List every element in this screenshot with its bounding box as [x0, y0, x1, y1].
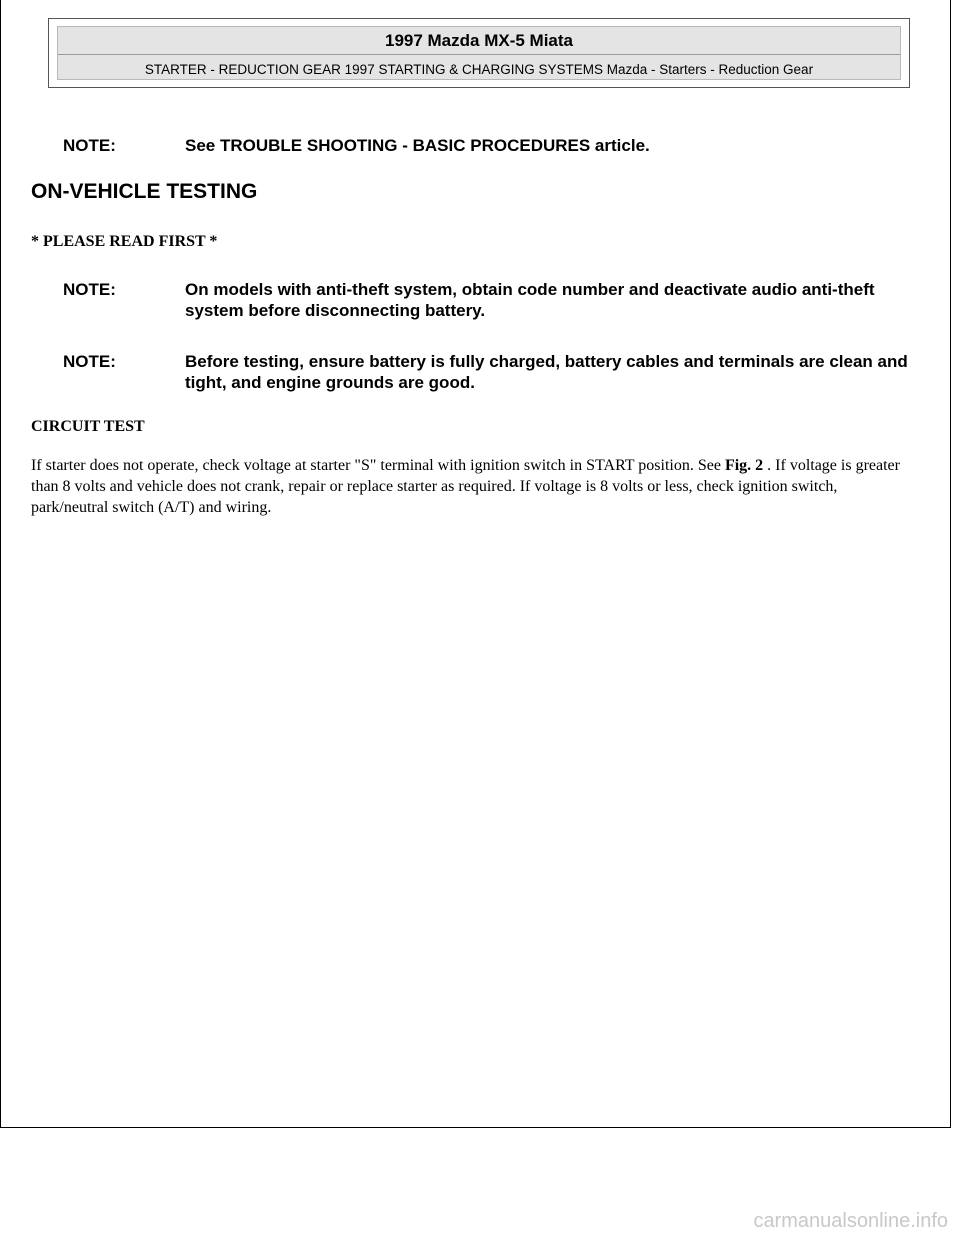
- header-title: 1997 Mazda MX-5 Miata: [384, 31, 573, 50]
- circuit-test-text-before: If starter does not operate, check voltage at starter "S" terminal with ignition switch in START position. See: [31, 457, 725, 474]
- page-header-inner: [57, 26, 901, 80]
- fig-2-link[interactable]: Fig. 2: [724, 457, 764, 474]
- page-header: [48, 18, 910, 88]
- note-text: On models with anti-theft system, obtain code number and deactivate audio anti-theft system before disconnecting battery.: [185, 280, 875, 320]
- note-text: See TROUBLE SHOOTING - BASIC PROCEDURES article.: [185, 136, 650, 155]
- watermark: carmanualsonline.info: [753, 1210, 948, 1232]
- circuit-test-heading: CIRCUIT TEST: [31, 418, 145, 435]
- note-text: Before testing, ensure battery is fully charged, battery cables and terminals are clean and tight, and engine grounds are good.: [185, 352, 908, 392]
- note-label: NOTE:: [63, 352, 116, 371]
- note-label: NOTE:: [63, 136, 116, 155]
- section-title: ON-VEHICLE TESTING: [31, 180, 258, 203]
- header-divider: [58, 54, 900, 55]
- circuit-test-paragraph: [31, 455, 911, 518]
- header-subtitle: STARTER - REDUCTION GEAR 1997 STARTING & CHARGING SYSTEMS Mazda - Starters - Reduction Gear: [144, 62, 814, 77]
- please-read-first: * PLEASE READ FIRST *: [31, 233, 218, 250]
- circuit-test-text-after: . If voltage is greater than 8 volts and vehicle does not crank, repair or replace starter as required. If voltage is 8 volts or less, check ignition switch, park/neutral switch (A/T) and wiring.: [31, 457, 900, 516]
- note-label: NOTE:: [63, 280, 116, 299]
